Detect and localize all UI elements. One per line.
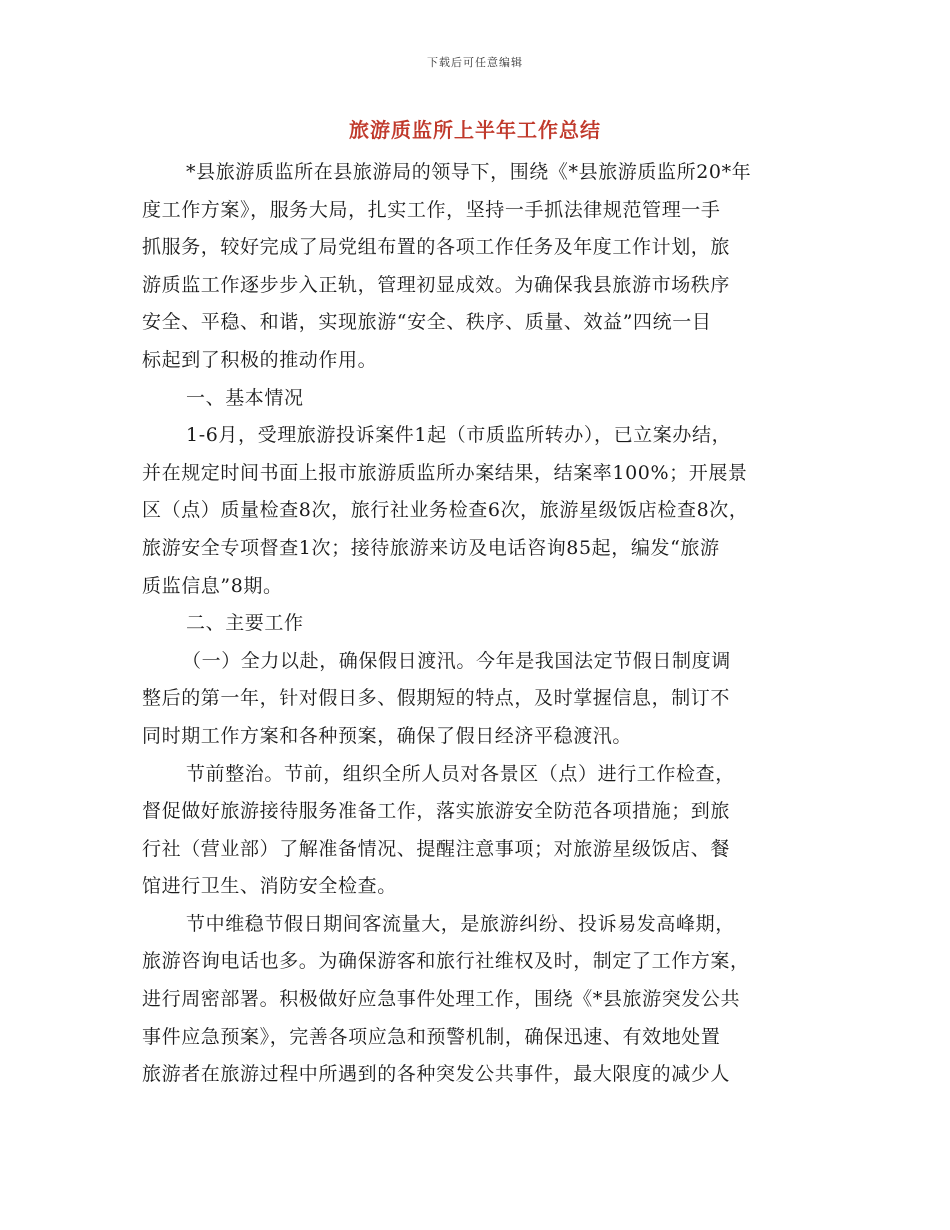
paragraph-line: 整后的第一年，针对假日多、假期短的特点，及时掌握信息，制订不 xyxy=(142,687,731,710)
paragraph-line: 区（点）质量检查8次，旅行社业务检查6次，旅游星级饭店检查8次， xyxy=(142,499,749,522)
paragraph-line: 督促做好旅游接待服务准备工作，落实旅游安全防范各项措施；到旅 xyxy=(142,800,731,823)
document-body xyxy=(142,154,832,1094)
paragraph-line: 同时期工作方案和各种预案，确保了假日经济平稳渡汛。 xyxy=(142,724,633,747)
paragraph-line: 旅游者在旅游过程中所遇到的各种突发公共事件，最大限度的减少人 xyxy=(142,1063,731,1086)
paragraph-line: 节中维稳节假日期间客流量大，是旅游纠纷、投诉易发高峰期， xyxy=(186,912,735,935)
paragraph-line: 行社（营业部）了解准备情况、提醒注意事项；对旅游星级饭店、餐 xyxy=(142,837,731,860)
paragraph-line: 事件应急预案》，完善各项应急和预警机制，确保迅速、有效地处置 xyxy=(142,1025,721,1048)
paragraph-line: 质监信息”8期。 xyxy=(142,574,283,597)
paragraph-line: 旅游咨询电话也多。为确保游客和旅行社维权及时，制定了工作方案， xyxy=(142,950,750,973)
header-note: 下载后可任意编辑 xyxy=(427,56,523,69)
paragraph-line: 旅游安全专项督查1次；接待旅游来访及电话咨询85起，编发“旅游 xyxy=(142,536,720,559)
paragraph-line: 馆进行卫生、消防安全检查。 xyxy=(142,875,397,898)
document-title: 旅游质监所上半年工作总结 xyxy=(349,118,601,142)
section-heading: 二、主要工作 xyxy=(186,612,304,635)
paragraph-line: 游质监工作逐步步入正轨，管理初显成效。为确保我县旅游市场秩序 xyxy=(142,273,731,296)
paragraph-line: 进行周密部署。积极做好应急事件处理工作，围绕《*县旅游突发公共 xyxy=(142,988,741,1011)
paragraph-line: （一）全力以赴，确保假日渡汛。今年是我国法定节假日制度调 xyxy=(182,649,731,672)
paragraph-line: 并在规定时间书面上报市旅游质监所办案结果，结案率100%；开展景 xyxy=(142,461,748,484)
paragraph-line: 节前整治。节前，组织全所人员对各景区（点）进行工作检查， xyxy=(186,762,735,785)
paragraph-line: 抓服务，较好完成了局党组布置的各项工作任务及年度工作计划，旅 xyxy=(142,236,731,259)
section-heading: 一、基本情况 xyxy=(186,386,304,409)
paragraph-line: 1-6月，受理旅游投诉案件1起（市质监所转办），已立案办结， xyxy=(186,424,732,447)
paragraph-line: 度工作方案》，服务大局，扎实工作，坚持一手抓法律规范管理一手 xyxy=(142,198,721,221)
paragraph-line: 安全、平稳、和谐，实现旅游“安全、秩序、质量、效益”四统一目 xyxy=(142,311,712,334)
paragraph-line: *县旅游质监所在县旅游局的领导下，围绕《*县旅游质监所20*年 xyxy=(186,161,752,183)
paragraph-line: 标起到了积极的推动作用。 xyxy=(142,348,378,371)
